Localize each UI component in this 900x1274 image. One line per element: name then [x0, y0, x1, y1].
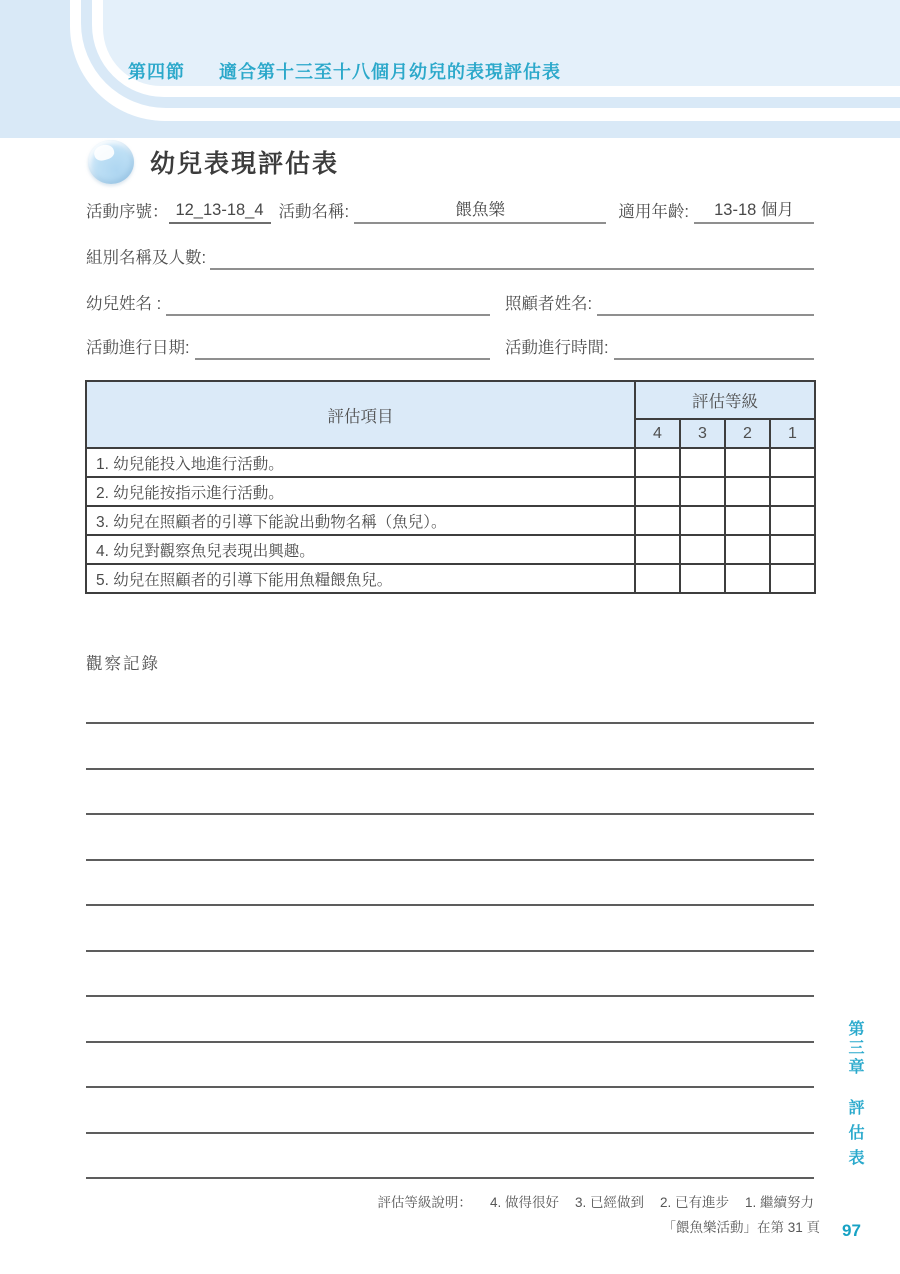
form-row-group	[86, 246, 814, 270]
rating-cell	[725, 506, 770, 535]
child-name-label: 幼兒姓名 :	[86, 295, 162, 313]
legend-item: 1. 繼續努力	[744, 1195, 814, 1210]
section-title: 適合第十三至十八個月幼兒的表現評估表	[219, 62, 561, 82]
rating-cell	[770, 535, 815, 564]
table-row	[86, 535, 815, 564]
rating-cell	[635, 448, 680, 477]
rating-cell	[635, 564, 680, 593]
table-row	[86, 506, 815, 535]
observation-line	[86, 813, 814, 815]
rating-level-3: 3	[680, 419, 725, 448]
rating-cell	[680, 448, 725, 477]
activity-no-label: 活動序號：	[86, 203, 169, 221]
group-field	[210, 246, 814, 270]
form-row-caregiver	[505, 292, 814, 316]
time-label: 活動進行時間:	[505, 339, 609, 357]
bubble-icon	[88, 140, 134, 184]
rating-cell	[770, 564, 815, 593]
activity-no-field	[169, 200, 271, 224]
rating-cell	[770, 506, 815, 535]
assessment-item: 5. 幼兒在照顧者的引導下能用魚糧餵魚兒。	[86, 564, 635, 593]
rating-cell	[635, 477, 680, 506]
form-row-time	[505, 336, 814, 360]
assessment-item: 3. 幼兒在照顧者的引導下能說出動物名稱（魚兒）。	[86, 506, 635, 535]
observation-line	[86, 859, 814, 861]
activity-no-value: 12_13-18_4	[175, 201, 264, 219]
activity-name-field	[354, 200, 606, 224]
rating-cell	[770, 477, 815, 506]
item-column-header: 評估項目	[86, 381, 635, 448]
observation-line	[86, 904, 814, 906]
observation-line	[86, 1041, 814, 1043]
chapter-label: 第三章	[846, 1020, 863, 1077]
observation-lines	[86, 722, 814, 1223]
rating-cell	[725, 448, 770, 477]
chapter-side-tab	[843, 1020, 866, 1174]
date-field	[195, 336, 490, 360]
rating-cell	[725, 477, 770, 506]
page-title: 幼兒表現評估表	[150, 150, 340, 178]
rating-level-2: 2	[725, 419, 770, 448]
rating-cell	[725, 535, 770, 564]
rating-cell	[770, 448, 815, 477]
age-label: 適用年齡:	[618, 203, 689, 221]
observation-label: 觀察記錄	[86, 655, 160, 673]
assessment-table	[85, 380, 816, 594]
observation-line	[86, 950, 814, 952]
activity-reference: 「餵魚樂活動」在第 31 頁	[662, 1220, 820, 1235]
table-row	[86, 477, 815, 506]
activity-name-label: 活動名稱:	[278, 203, 350, 221]
form-row-child-name	[86, 292, 490, 316]
observation-line	[86, 1086, 814, 1088]
date-label: 活動進行日期:	[86, 339, 190, 357]
page-number: 97	[842, 1221, 861, 1240]
form-row-date	[86, 336, 490, 360]
group-label: 組別名稱及人數:	[86, 249, 207, 267]
rating-cell	[680, 564, 725, 593]
rating-column-header: 評估等級	[635, 381, 815, 419]
table-row	[86, 564, 815, 593]
assessment-item: 2. 幼兒能按指示進行活動。	[86, 477, 635, 506]
form-row-activity	[86, 200, 814, 224]
header-banner	[0, 0, 900, 138]
age-field	[694, 200, 814, 224]
observation-line	[86, 995, 814, 997]
age-value: 13-18 個月	[714, 201, 794, 219]
observation-line	[86, 1177, 814, 1179]
rating-cell	[680, 535, 725, 564]
observation-line	[86, 768, 814, 770]
assessment-item: 1. 幼兒能投入地進行活動。	[86, 448, 635, 477]
activity-name-value: 餵魚樂	[455, 201, 505, 219]
legend-item: 3. 已經做到	[574, 1195, 644, 1210]
child-name-field	[166, 292, 490, 316]
observation-line	[86, 1132, 814, 1134]
rating-level-4: 4	[635, 419, 680, 448]
legend-label: 評估等級說明：	[377, 1195, 472, 1210]
caregiver-field	[597, 292, 814, 316]
rating-cell	[635, 506, 680, 535]
rating-cell	[680, 506, 725, 535]
legend-item: 4. 做得很好	[489, 1195, 559, 1210]
table-row	[86, 448, 815, 477]
time-field	[614, 336, 814, 360]
rating-legend	[377, 1191, 814, 1211]
observation-line	[86, 722, 814, 724]
section-number: 第四節	[128, 62, 185, 82]
table-header-row	[86, 381, 815, 419]
chapter-section-label: 評估表	[846, 1099, 863, 1175]
rating-cell	[725, 564, 770, 593]
caregiver-label: 照顧者姓名:	[505, 295, 593, 313]
rating-cell	[680, 477, 725, 506]
rating-level-1: 1	[770, 419, 815, 448]
assessment-item: 4. 幼兒對觀察魚兒表現出興趣。	[86, 535, 635, 564]
rating-cell	[635, 535, 680, 564]
legend-item: 2. 已有進步	[659, 1195, 729, 1210]
section-heading	[128, 58, 561, 84]
